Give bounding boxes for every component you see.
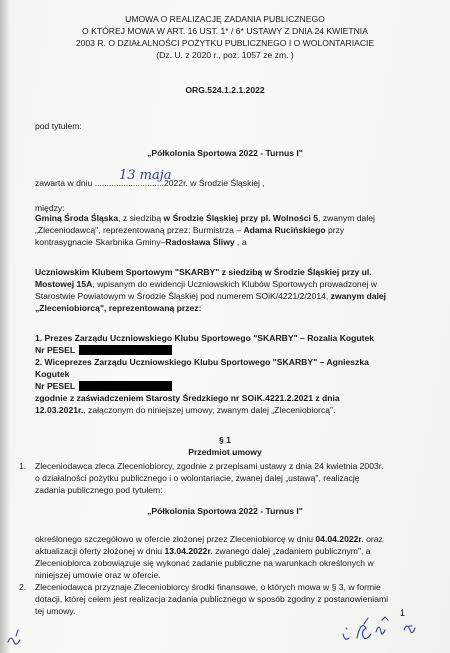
party2-line4: „Zleceniobiorcą", reprezentowaną przez: (35, 303, 202, 313)
page-number: 1 (400, 608, 406, 618)
p1-text: zwanego dalej „zadaniem publicznym", a (212, 546, 371, 556)
rep1-line: 1. Prezes Zarządu Uczniowskiego Klubu Sportowego "SKARBY" – Rozalia Kogutek (35, 333, 375, 343)
initial-mark-4 (404, 626, 415, 633)
p2-line1: Zleceniodawca przyznaje Zleceniobiorcy środki finansowe, o których mowa w § 3, w formie (35, 582, 381, 592)
party1-treasurer: Radosława Śliwy (165, 237, 235, 247)
signed-prefix: zawarta w dniu .................... (35, 178, 143, 188)
rep1-pesel-label: Nr PESEL (35, 345, 76, 355)
confirm-line1: zgodnie z zaświadczeniem Starosty Średzkiego nr SOiK.4221.2.2021 z dnia (35, 393, 340, 403)
p1-number: 1. (19, 461, 27, 471)
party1-text: , z siedzibą (118, 213, 164, 223)
party2-text: Starostwie Powiatowym w Środzie Śląskiej pod numerem SOiK/4221/2/2014, (35, 291, 331, 301)
party1-text: , zwanym dalej (318, 213, 375, 223)
p2-line2: dotacji, której celem jest realizacja zadania publicznego w sposób zgodny z postanowieniami (35, 594, 389, 604)
p1-update-date: 13.04.2022r. (164, 546, 213, 556)
party1-text: „Zleceniodawcą", reprezentowaną przez: Burmistrza – (35, 225, 244, 235)
p1-line1: Zleceniodawca zleca Zleceniobiorcy, zgodnie z przepisami ustawy z dnia 24 kwietnia 2003r. (35, 461, 384, 471)
party1-name: Gminą Środa Śląska (35, 213, 119, 223)
party1-line3 (35, 237, 247, 248)
section-title: Przedmiot umowy (188, 447, 262, 457)
rep2-line: 2. Wiceprezes Zarządu Uczniowskiego Klubu Sportowego "SKARBY" – Agnieszka (35, 357, 369, 367)
task-title: „Półkolonia Sportowa 2022 - Turnus I" (147, 148, 303, 158)
title-label: pod tytułem: (35, 121, 82, 131)
initial-mark-1 (343, 628, 349, 639)
p1-text: określonego szczegółowo w ofercie złożonej przez Zleceniobiorcę w dniu (35, 534, 316, 544)
reference-number: ORG.524.1.2.1.2022 (185, 85, 265, 95)
redaction-bar (79, 345, 172, 355)
party2-text-bold: zwanym dalej (330, 291, 387, 301)
party1-text: kontrasygnacie Skarbnika Gminy– (35, 237, 166, 247)
header-line-1: UMOWA O REALIZACJĘ ZADANIA PUBLICZNEGO (125, 14, 325, 24)
party2-line3 (35, 291, 386, 302)
page-edge-shadow (0, 0, 10, 653)
confirm-date: 12.03.2021r. (35, 405, 84, 415)
p1-text: aktualizacji oferty złożonej w dniu (35, 546, 165, 556)
p1-text: oraz (363, 534, 383, 544)
p1-line3: zadania publicznego pod tytułem: (35, 485, 163, 495)
p1-line2: o działalności pożytku publicznego i o wolontariacie, zwanej dalej „ustawą", realizację (35, 473, 360, 483)
rep2-line-cont: Kogutek (35, 369, 70, 379)
confirm-line2 (35, 405, 336, 416)
redaction-bar (79, 381, 172, 391)
p1-task-title: „Półkolonia Sportowa 2022 - Turnus I" (147, 506, 303, 516)
party2-line1: Uczniowskim Klubem Sportowym "SKARBY" z siedzibą w Środzie Śląskiej przy ul. (35, 267, 372, 277)
initial-mark-2 (357, 618, 371, 639)
party1-text: , a (234, 237, 247, 247)
header-line-2: O KTÓREJ MOWA W ART. 16 UST. 1* / 6* USTAWY Z DNIA 24 KWIETNIA (82, 26, 368, 36)
p2-number: 2. (19, 582, 27, 592)
rep2-pesel-label: Nr PESEL (35, 381, 76, 391)
p2-line3: tej umowy. (35, 606, 76, 616)
party1-line2 (35, 225, 344, 236)
p1-offer-date: 04.04.2022r. (315, 534, 364, 544)
initial-mark-3 (376, 617, 388, 634)
party2-line2 (35, 279, 377, 290)
signed-suffix: .........2022r. w Środzie Śląskiej , (142, 178, 265, 188)
p1-line5 (35, 546, 371, 557)
p1-line6: Zleceniobiorca zobowiązuje się wykonać zadanie publiczne na warunkach określonych w (35, 558, 374, 568)
section-number: § 1 (219, 435, 231, 445)
confirm-text: , załączonym do niniejszej umowy, zwanym dalej „Zleceniobiorcą". (83, 405, 336, 415)
party1-line1 (35, 213, 375, 224)
header-line-3: 2003 R. O DZIAŁALNOŚCI POŻYTKU PUBLICZNEGO I O WOLONTARIACIE (75, 38, 375, 48)
party1-mayor: Adama Rucińskiego (243, 225, 326, 235)
between-label: między: (35, 203, 65, 213)
header-line-4: (Dz. U. z 2020 r., poz. 1057 ze zm. ) (156, 50, 294, 60)
party1-address: w Środzie Śląskiej przy pl. Wolności 5 (163, 213, 319, 223)
p1-line4 (35, 534, 383, 545)
handwritten-date: 13 maja (119, 168, 172, 183)
p1-line7: niniejszej umowie oraz w ofercie. (35, 570, 161, 580)
initial-mark-left (8, 630, 20, 644)
party2-address: Mostowej 15A (35, 279, 93, 289)
party2-text: , wpisanym do ewidencji Uczniowskich Klubów Sportowych prowadzonej w (92, 279, 377, 289)
initials-signatures (0, 610, 450, 653)
party1-text: przy (325, 225, 345, 235)
